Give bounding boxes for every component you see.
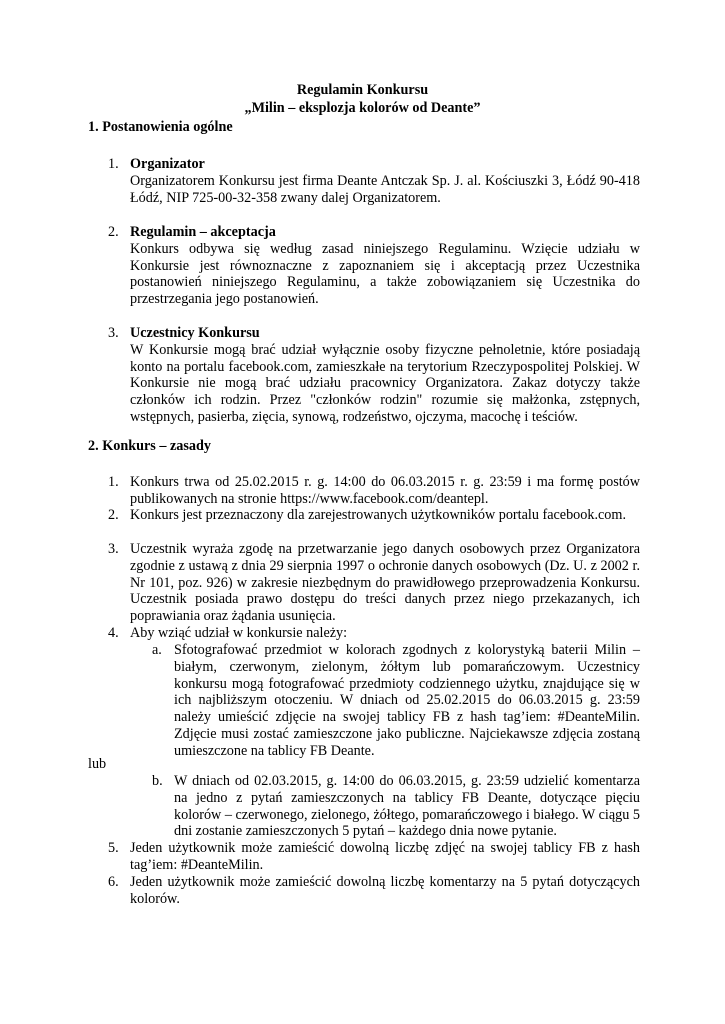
list-number: 4. xyxy=(108,625,119,641)
list-item: Konkurs jest przeznaczony dla zarejestrowanych użytkowników portalu facebook.com. xyxy=(130,507,626,523)
list-number: 2. xyxy=(108,507,119,523)
item-heading: Organizator xyxy=(130,156,205,172)
section-heading-2: 2. Konkurs – zasady xyxy=(88,438,211,454)
list-item xyxy=(130,325,640,426)
list-number: 2. xyxy=(108,224,119,240)
document-subtitle: „Milin – eksplozja kolorów od Deante” xyxy=(244,100,481,116)
list-number: 5. xyxy=(108,840,119,856)
sub-list-item: W dniach od 02.03.2015, g. 14:00 do 06.03.2015, g. 23:59 udzielić komentarza na jedno z pytań zamieszczonych na tablicy FB Deante, dotyczące pięciu kolorów – czerwonego, zielonego, żółtego, pomarańczowego i białego. W ciągu 5 dni zostanie zamieszczonych 5 pytań – każdego dnia nowe pytanie. xyxy=(174,773,640,840)
list-item: Aby wziąć udział w konkursie należy: xyxy=(130,625,348,641)
list-item xyxy=(130,224,640,308)
list-number: 1. xyxy=(108,474,119,490)
list-number: 3. xyxy=(108,325,119,341)
list-number: 1. xyxy=(108,156,119,172)
list-item: Jeden użytkownik może zamieścić dowolną liczbę zdjęć na swojej tablicy FB z hash tag’iem: #DeanteMilin. xyxy=(130,840,640,873)
list-number: 3. xyxy=(108,541,119,557)
list-item: Konkurs trwa od 25.02.2015 r. g. 14:00 do 06.03.2015 r. g. 23:59 i ma formę postów publikowanych na stronie https://www.facebook.com/deantepl. xyxy=(130,474,640,507)
list-item xyxy=(130,156,640,206)
item-text: Konkurs odbywa się według zasad niniejszego Regulaminu. Wzięcie udziału w Konkursie jest równoznaczne z zapoznaniem się i akceptacją przez Uczestnika postanowień niniejszego Regulaminu, a także zobowiązaniem się Uczestnika do przestrzegania jego postanowień. xyxy=(130,240,640,308)
list-item: Jeden użytkownik może zamieścić dowolną liczbę komentarzy na 5 pytań dotyczących kolorów. xyxy=(130,874,640,907)
sub-list-letter: b. xyxy=(152,773,163,789)
item-text: Organizatorem Konkursu jest firma Deante Antczak Sp. J. al. Kościuszki 3, Łódź 90-418 Łódź, NIP 725-00-32-358 zwany dalej Organizatorem. xyxy=(130,172,640,206)
item-text: W Konkursie mogą brać udział wyłącznie osoby fizyczne pełnoletnie, które posiadają konto na portalu facebook.com, zamieszkałe na terytorium Rzeczypospolitej Polskiej. W Konkursie nie mogą brać udziału pracownicy Organizatora. Zakaz dotyczy także członków ich rodzin. Przez "członków rodzin" rozumie się małżonka, zstępnych, wstępnych, pasierba, zięcia, synową, rodzeństwo, ojczyma, macochę i teściów. xyxy=(130,341,640,425)
sub-list-item: Sfotografować przedmiot w kolorach zgodnych z kolorystyką baterii Milin – białym, czerwonym, zielonym, żółtym lub pomarańczowym. Uczestnicy konkursu mogą fotografować przedmioty codziennego użytku, znajdujące się w ich najbliższym otoczeniu. W dniach od 25.02.2015 do 06.03.2015 g. 23:59 należy umieścić zdjęcie na swojej tablicy FB z hash tag’iem: #DeanteMilin. Zdjęcie musi zostać zamieszczone jako publiczne. Najciekawsze zdjęcia zostaną umieszczone na tablicy FB Deante. xyxy=(174,642,640,759)
item-heading: Uczestnicy Konkursu xyxy=(130,325,260,341)
list-number: 6. xyxy=(108,874,119,890)
document-title: Regulamin Konkursu xyxy=(296,82,429,98)
sub-list-letter: a. xyxy=(152,642,162,658)
section-heading-1: 1. Postanowienia ogólne xyxy=(88,119,233,135)
item-heading: Regulamin – akceptacja xyxy=(130,224,276,240)
or-label: lub xyxy=(88,756,107,772)
list-item: Uczestnik wyraża zgodę na przetwarzanie jego danych osobowych przez Organizatora zgodnie z ustawą z dnia 29 sierpnia 1997 o ochronie danych osobowych (Dz. U. z 2002 r. Nr 101, poz. 926) w zakresie niezbędnym do prawidłowego przeprowadzenia Konkursu. Uczestnik posiada prawo dostępu do treści danych przez niego przekazanych, ich poprawiania oraz żądania usunięcia. xyxy=(130,541,640,625)
